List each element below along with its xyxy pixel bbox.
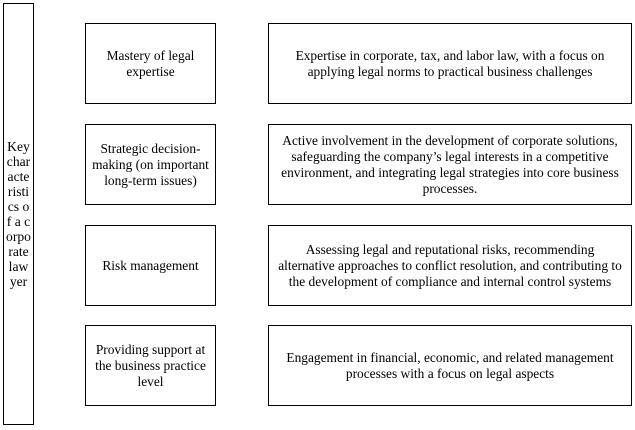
characteristic-description: Expertise in corporate, tax, and labor law, with a focus on applying legal norms to practical business challenges: [295, 47, 605, 79]
characteristic-box-risk-management: [85, 225, 216, 306]
characteristic-title: Risk management: [102, 257, 199, 273]
description-box-risk-management: [268, 225, 632, 306]
characteristic-title: Providing support at the business practice level: [95, 341, 206, 389]
characteristic-box-legal-expertise: [85, 23, 216, 104]
characteristic-box-strategic-decision-making: [85, 124, 216, 205]
root-category-box: [3, 3, 34, 425]
characteristic-description: Active involvement in the development of corporate solutions, safeguarding the company’s legal interests in a competitive environment, and integrating legal strategies into core business processes.: [281, 132, 619, 196]
root-category-label: Key characteristics of a corporate lawyer: [6, 139, 31, 289]
description-box-legal-expertise: [268, 23, 632, 104]
description-box-strategic-decision-making: [268, 124, 632, 205]
characteristic-box-business-support: [85, 325, 216, 406]
characteristic-description: Engagement in financial, economic, and related management processes with a focus on legal aspects: [286, 349, 614, 381]
characteristic-title: Strategic decision-making (on important long-term issues): [92, 140, 209, 188]
characteristic-title: Mastery of legal expertise: [106, 47, 195, 79]
characteristic-description: Assessing legal and reputational risks, recommending alternative approaches to conflict resolution, and contributing to the development of compliance and internal control systems: [278, 241, 622, 289]
description-box-business-support: [268, 325, 632, 406]
